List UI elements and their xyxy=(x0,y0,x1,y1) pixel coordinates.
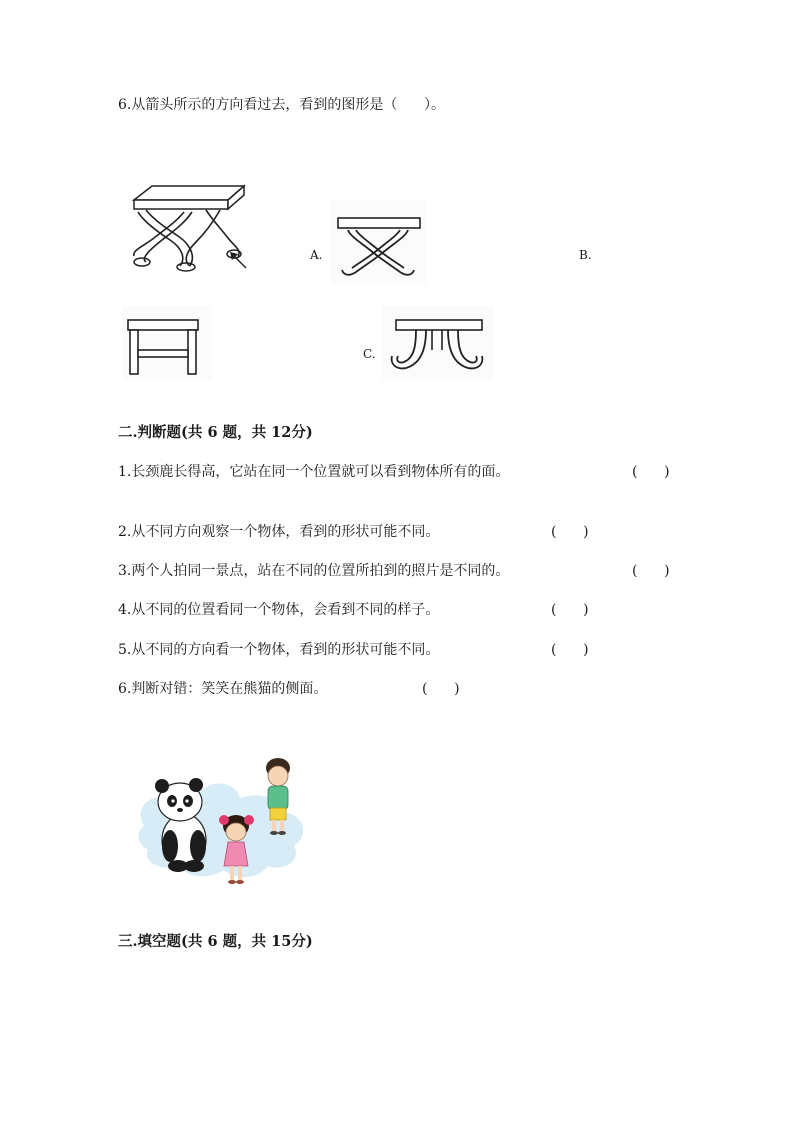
section-2-title: 二.判断题(共 6 题，共 12分) xyxy=(118,424,313,441)
option-c-figure xyxy=(382,306,494,380)
option-a-figure xyxy=(330,200,426,284)
judge-item-3-answer[interactable]: ( ) xyxy=(632,563,670,579)
judge-item-4-text: 4.从不同的位置看同一个物体，会看到不同的样子。 xyxy=(118,602,440,618)
section-3-title: 三.填空题(共 6 题，共 15分) xyxy=(118,933,313,950)
judge-item-6-text: 6.判断对错：笑笑在熊猫的侧面。 xyxy=(118,681,328,697)
option-b-label: B. xyxy=(579,248,592,262)
question-6-text: 6.从箭头所示的方向看过去，看到的图形是（ ）。 xyxy=(118,97,446,113)
judge-item-2-text: 2.从不同方向观察一个物体，看到的形状可能不同。 xyxy=(118,524,440,540)
option-a-label: A. xyxy=(310,248,323,262)
judge-item-2-answer[interactable]: ( ) xyxy=(551,524,589,540)
arrow-icon xyxy=(228,250,248,270)
judge-item-5-text: 5.从不同的方向看一个物体，看到的形状可能不同。 xyxy=(118,642,440,658)
judge-item-6-answer[interactable]: ( ) xyxy=(422,681,460,697)
judge-item-1-text: 1.长颈鹿长得高，它站在同一个位置就可以看到物体所有的面。 xyxy=(118,464,510,480)
judge-item-1-answer[interactable]: ( ) xyxy=(632,464,670,480)
option-c-label: C. xyxy=(363,347,376,361)
judge-item-4-answer[interactable]: ( ) xyxy=(551,602,589,618)
panda-children-illustration xyxy=(134,756,310,890)
judge-item-3-text: 3.两个人拍同一景点，站在不同的位置所拍到的照片是不同的。 xyxy=(118,563,510,579)
judge-item-5-answer[interactable]: ( ) xyxy=(551,642,589,658)
option-b-figure xyxy=(122,306,212,380)
